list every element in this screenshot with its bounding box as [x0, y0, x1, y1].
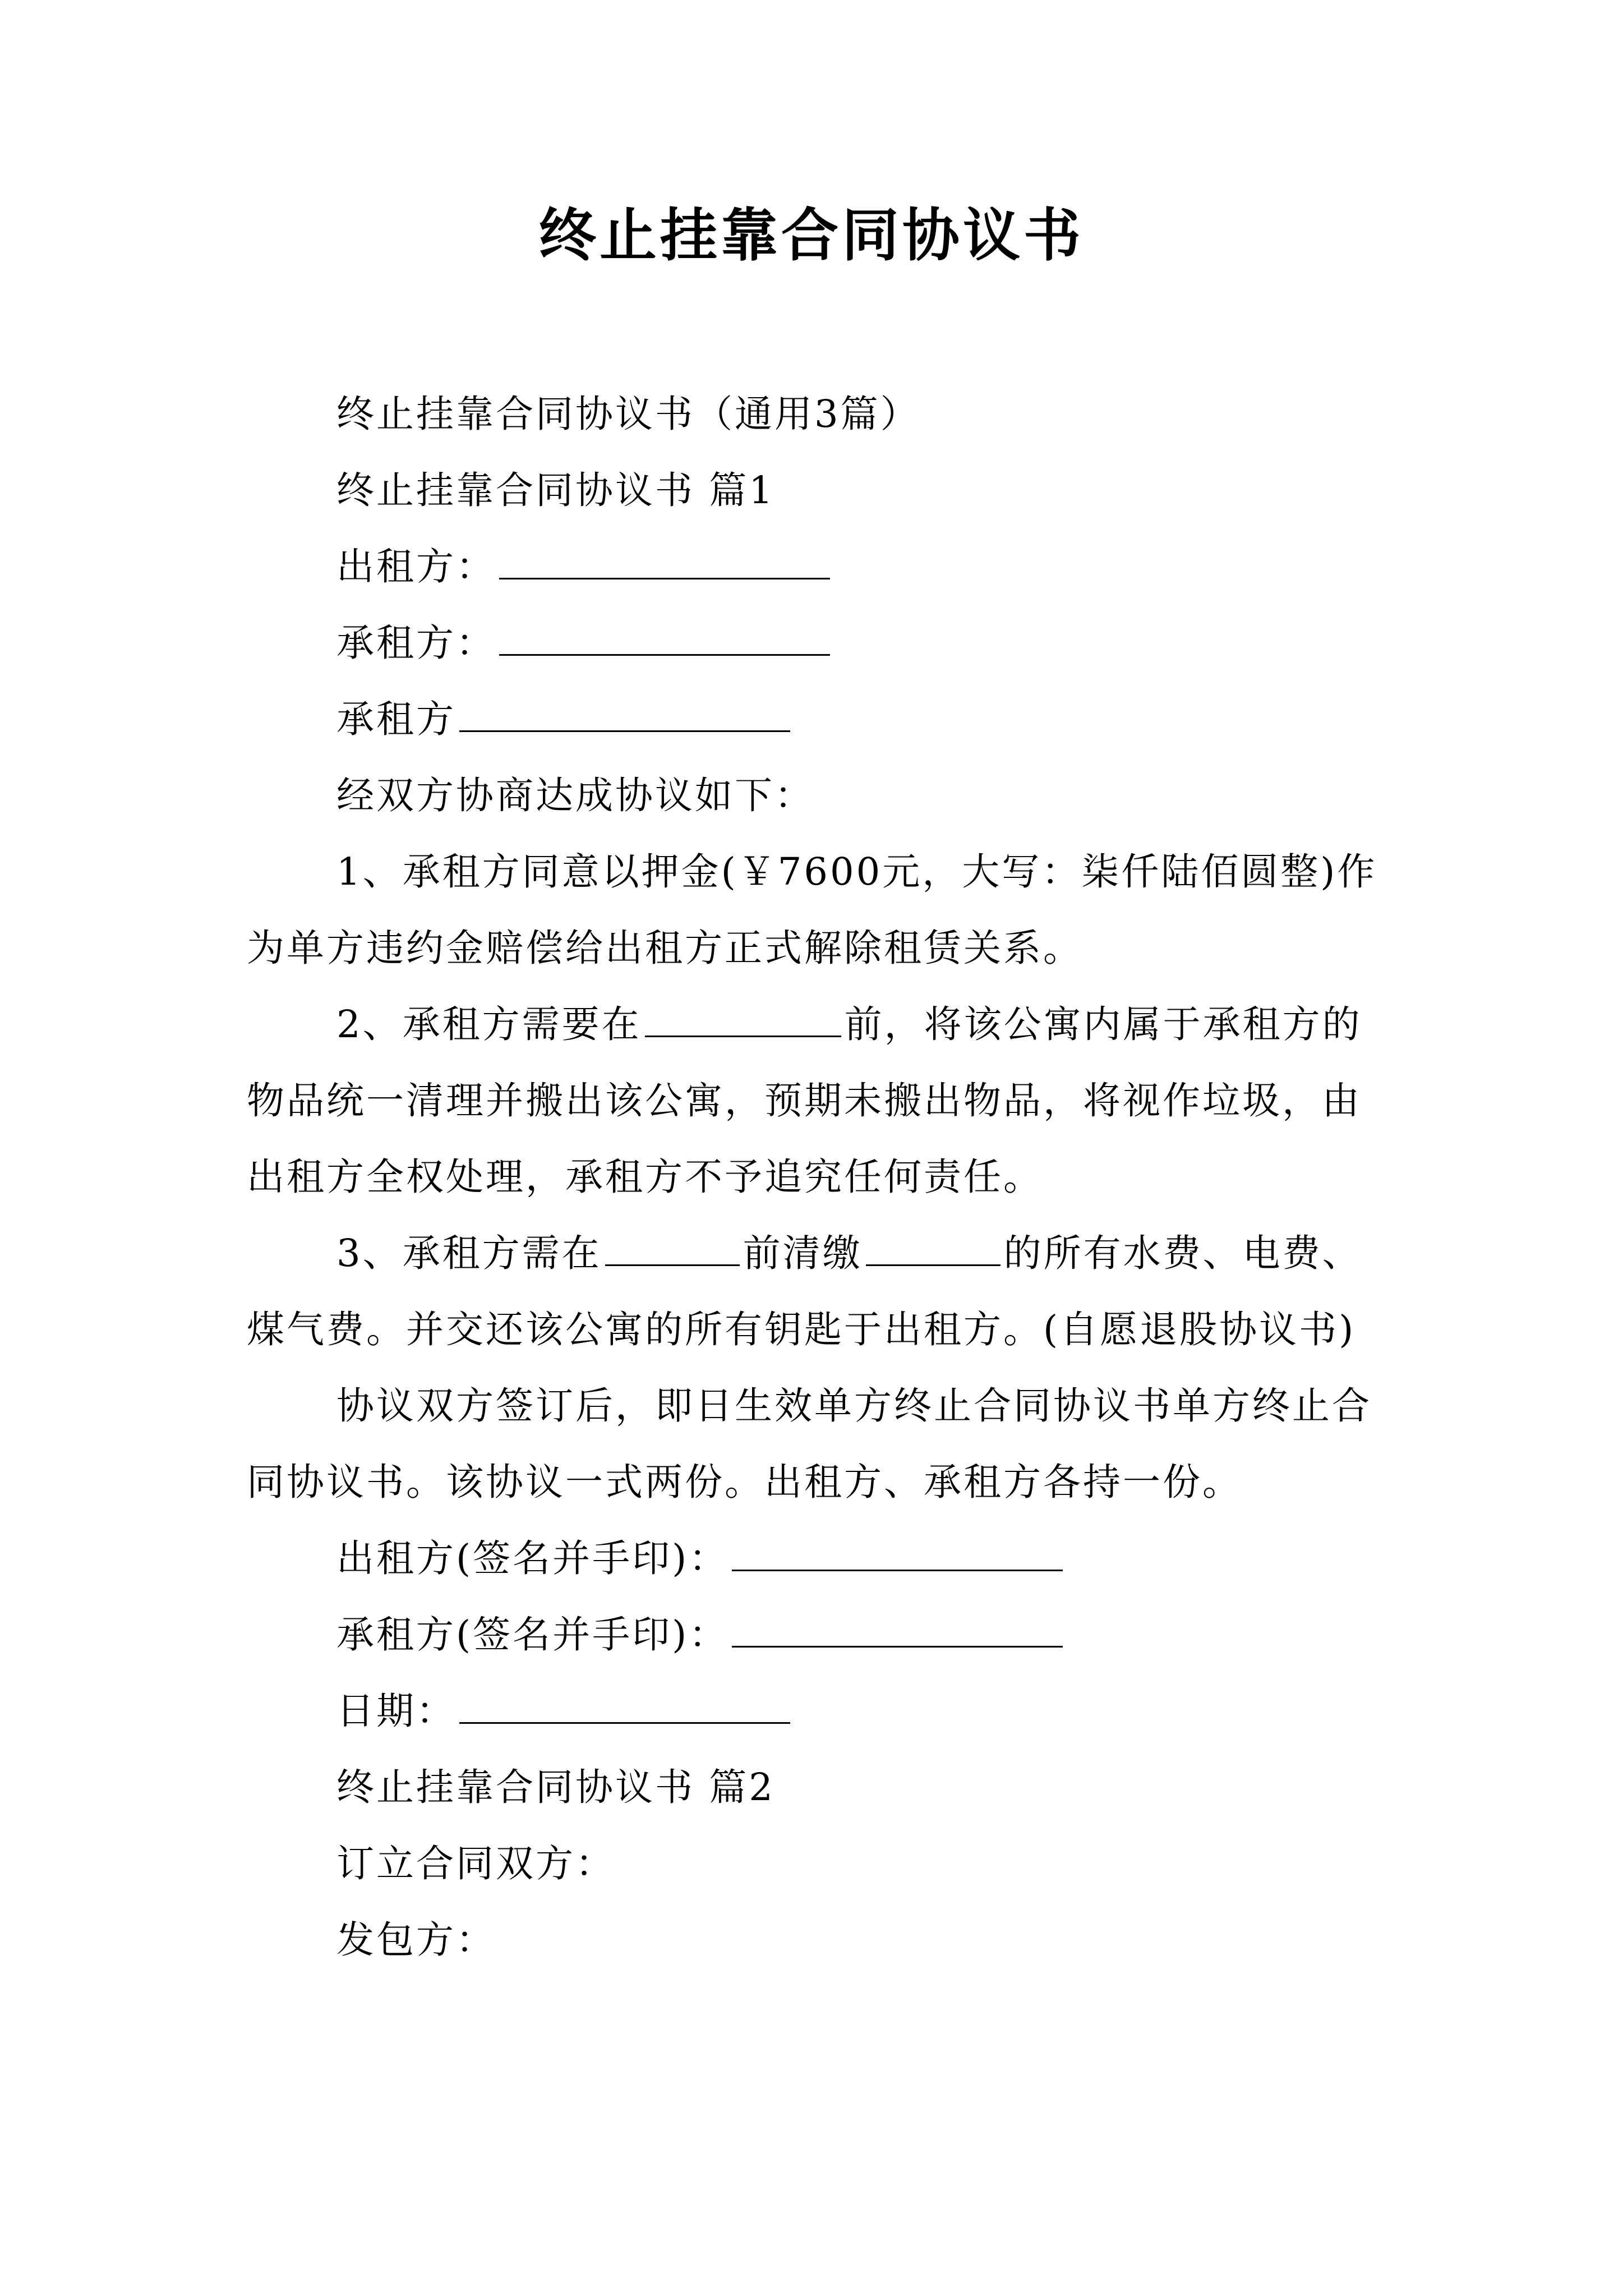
clause-2-blank [645, 996, 841, 1037]
lessor-signature-label: 出租方(签名并手印)： [336, 1536, 729, 1580]
date-blank [459, 1683, 790, 1724]
lessee-label-2: 承租方 [336, 697, 456, 741]
parties-line: 订立合同双方： [336, 1842, 615, 1885]
section-heading-2: 终止挂靠合同协议书 篇2 [336, 1765, 775, 1809]
clause-1: 1、承租方同意以押金(￥7600元，大写：柒仟陆佰圆整)作为单方违约金赔偿给出租方正式解除租赁关系。 [247, 850, 1377, 970]
lessor-label: 出租方： [336, 545, 496, 588]
lessee-signature-blank [732, 1607, 1063, 1648]
lessor-signature-line [247, 1520, 1380, 1596]
clause-3-part-c: 的所有水费、电费、煤气费。并交还该公寓的所有钥匙于出租方。(自愿退股协议书) [247, 1231, 1362, 1351]
document-body [247, 376, 1380, 1978]
lessee-blank-2 [459, 691, 790, 732]
lessee-blank-1 [499, 615, 830, 656]
lessee-line-1 [247, 605, 1380, 681]
lessor-signature-blank [732, 1530, 1063, 1571]
date-line [247, 1673, 1380, 1749]
clause-3-blank-2 [866, 1225, 1000, 1266]
clause-2-part-a: 2、承租方需要在 [336, 1002, 642, 1046]
effect-clause: 协议双方签订后，即日生效单方终止合同协议书单方终止合同协议书。该协议一式两份。出租方、承租方各持一份。 [247, 1384, 1372, 1504]
section-heading-1: 终止挂靠合同协议书 篇1 [336, 468, 775, 512]
clause-2 [247, 986, 1380, 1215]
intro-line: 经双方协商达成协议如下： [336, 774, 814, 817]
clause-3-part-b: 前清缴 [743, 1231, 863, 1275]
lessee-signature-line [247, 1596, 1380, 1673]
clause-3 [247, 1215, 1380, 1368]
document-title: 终止挂靠合同协议书 [539, 202, 1084, 269]
lessee-line-2 [247, 681, 1380, 757]
lessee-signature-label: 承租方(签名并手印)： [336, 1613, 729, 1657]
lessor-line [247, 528, 1380, 605]
clause-3-part-a: 3、承租方需在 [336, 1231, 602, 1275]
subtitle-line: 终止挂靠合同协议书（通用3篇） [336, 392, 920, 436]
clause-3-blank-1 [605, 1225, 740, 1266]
date-label: 日期： [336, 1689, 456, 1733]
lessor-blank [499, 539, 830, 579]
contractor-line: 发包方： [336, 1918, 496, 1962]
lessee-label-1: 承租方： [336, 621, 496, 665]
clause-2-part-b: 前，将该公寓内属于承租方的物品统一清理并搬出该公寓，预期未搬出物品，将视作垃圾，由出租方全权处理，承租方不予追究任何责任。 [247, 1002, 1362, 1199]
